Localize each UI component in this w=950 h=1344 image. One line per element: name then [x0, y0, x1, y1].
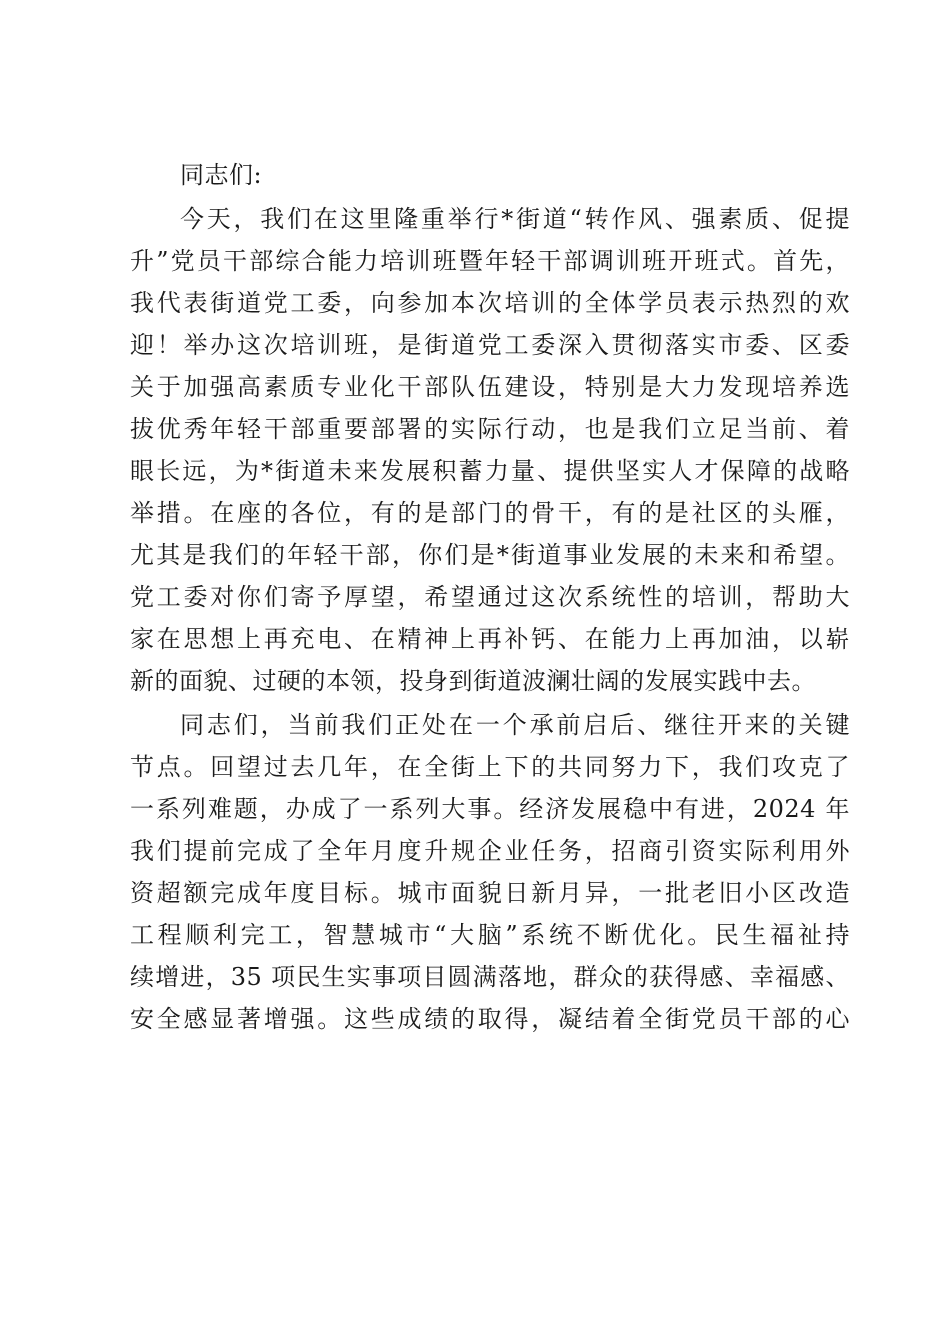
- paragraph-line: 资超额完成年度目标。城市面貌日新月异，一批老旧小区改造: [130, 879, 850, 907]
- greeting-line: 同志们:: [180, 161, 263, 189]
- paragraph-line: 我代表街道党工委，向参加本次培训的全体学员表示热烈的欢: [130, 289, 850, 317]
- paragraph-opening: [130, 198, 850, 702]
- paragraph-line: 同志们，当前我们正处在一个承前启后、继往开来的关键: [180, 711, 850, 739]
- paragraph-line: 节点。回望过去几年，在全街上下的共同努力下，我们攻克了: [130, 753, 850, 781]
- paragraph-line: 升”党员干部综合能力培训班暨年轻干部调训班开班式。首先，: [130, 247, 850, 275]
- paragraph-line: 眼长远，为*街道未来发展积蓄力量、提供坚实人才保障的战略: [130, 457, 850, 485]
- paragraph-line: 一系列难题，办成了一系列大事。经济发展稳中有进，2024 年: [130, 795, 850, 823]
- paragraph-line: 举措。在座的各位，有的是部门的骨干，有的是社区的头雁，: [130, 499, 850, 527]
- paragraph-line: 我们提前完成了全年月度升规企业任务，招商引资实际利用外: [130, 837, 850, 865]
- paragraph-line: 尤其是我们的年轻干部，你们是*街道事业发展的未来和希望。: [130, 541, 850, 569]
- paragraph-line: 续增进，35 项民生实事项目圆满落地，群众的获得感、幸福感、: [130, 963, 850, 991]
- paragraph-line: 拔优秀年轻干部重要部署的实际行动，也是我们立足当前、着: [130, 415, 850, 443]
- paragraph-line: 今天，我们在这里隆重举行*街道“转作风、强素质、促提: [180, 205, 850, 233]
- paragraph-line: 迎！举办这次培训班，是街道党工委深入贯彻落实市委、区委: [130, 331, 850, 359]
- paragraph-line: 工程顺利完工，智慧城市“大脑”系统不断优化。民生福祉持: [130, 921, 850, 949]
- paragraph-line: 安全感显著增强。这些成绩的取得，凝结着全街党员干部的心: [130, 1005, 850, 1033]
- paragraph-line: 党工委对你们寄予厚望，希望通过这次系统性的培训，帮助大: [130, 583, 850, 611]
- paragraph-line: 关于加强高素质专业化干部队伍建设，特别是大力发现培养选: [130, 373, 850, 401]
- greeting-paragraph: [130, 154, 850, 196]
- document-body: [130, 154, 850, 1040]
- paragraph-review: [130, 704, 850, 1040]
- paragraph-line: 新的面貌、过硬的本领，投身到街道波澜壮阔的发展实践中去。: [130, 667, 816, 695]
- paragraph-line: 家在思想上再充电、在精神上再补钙、在能力上再加油，以崭: [130, 625, 850, 653]
